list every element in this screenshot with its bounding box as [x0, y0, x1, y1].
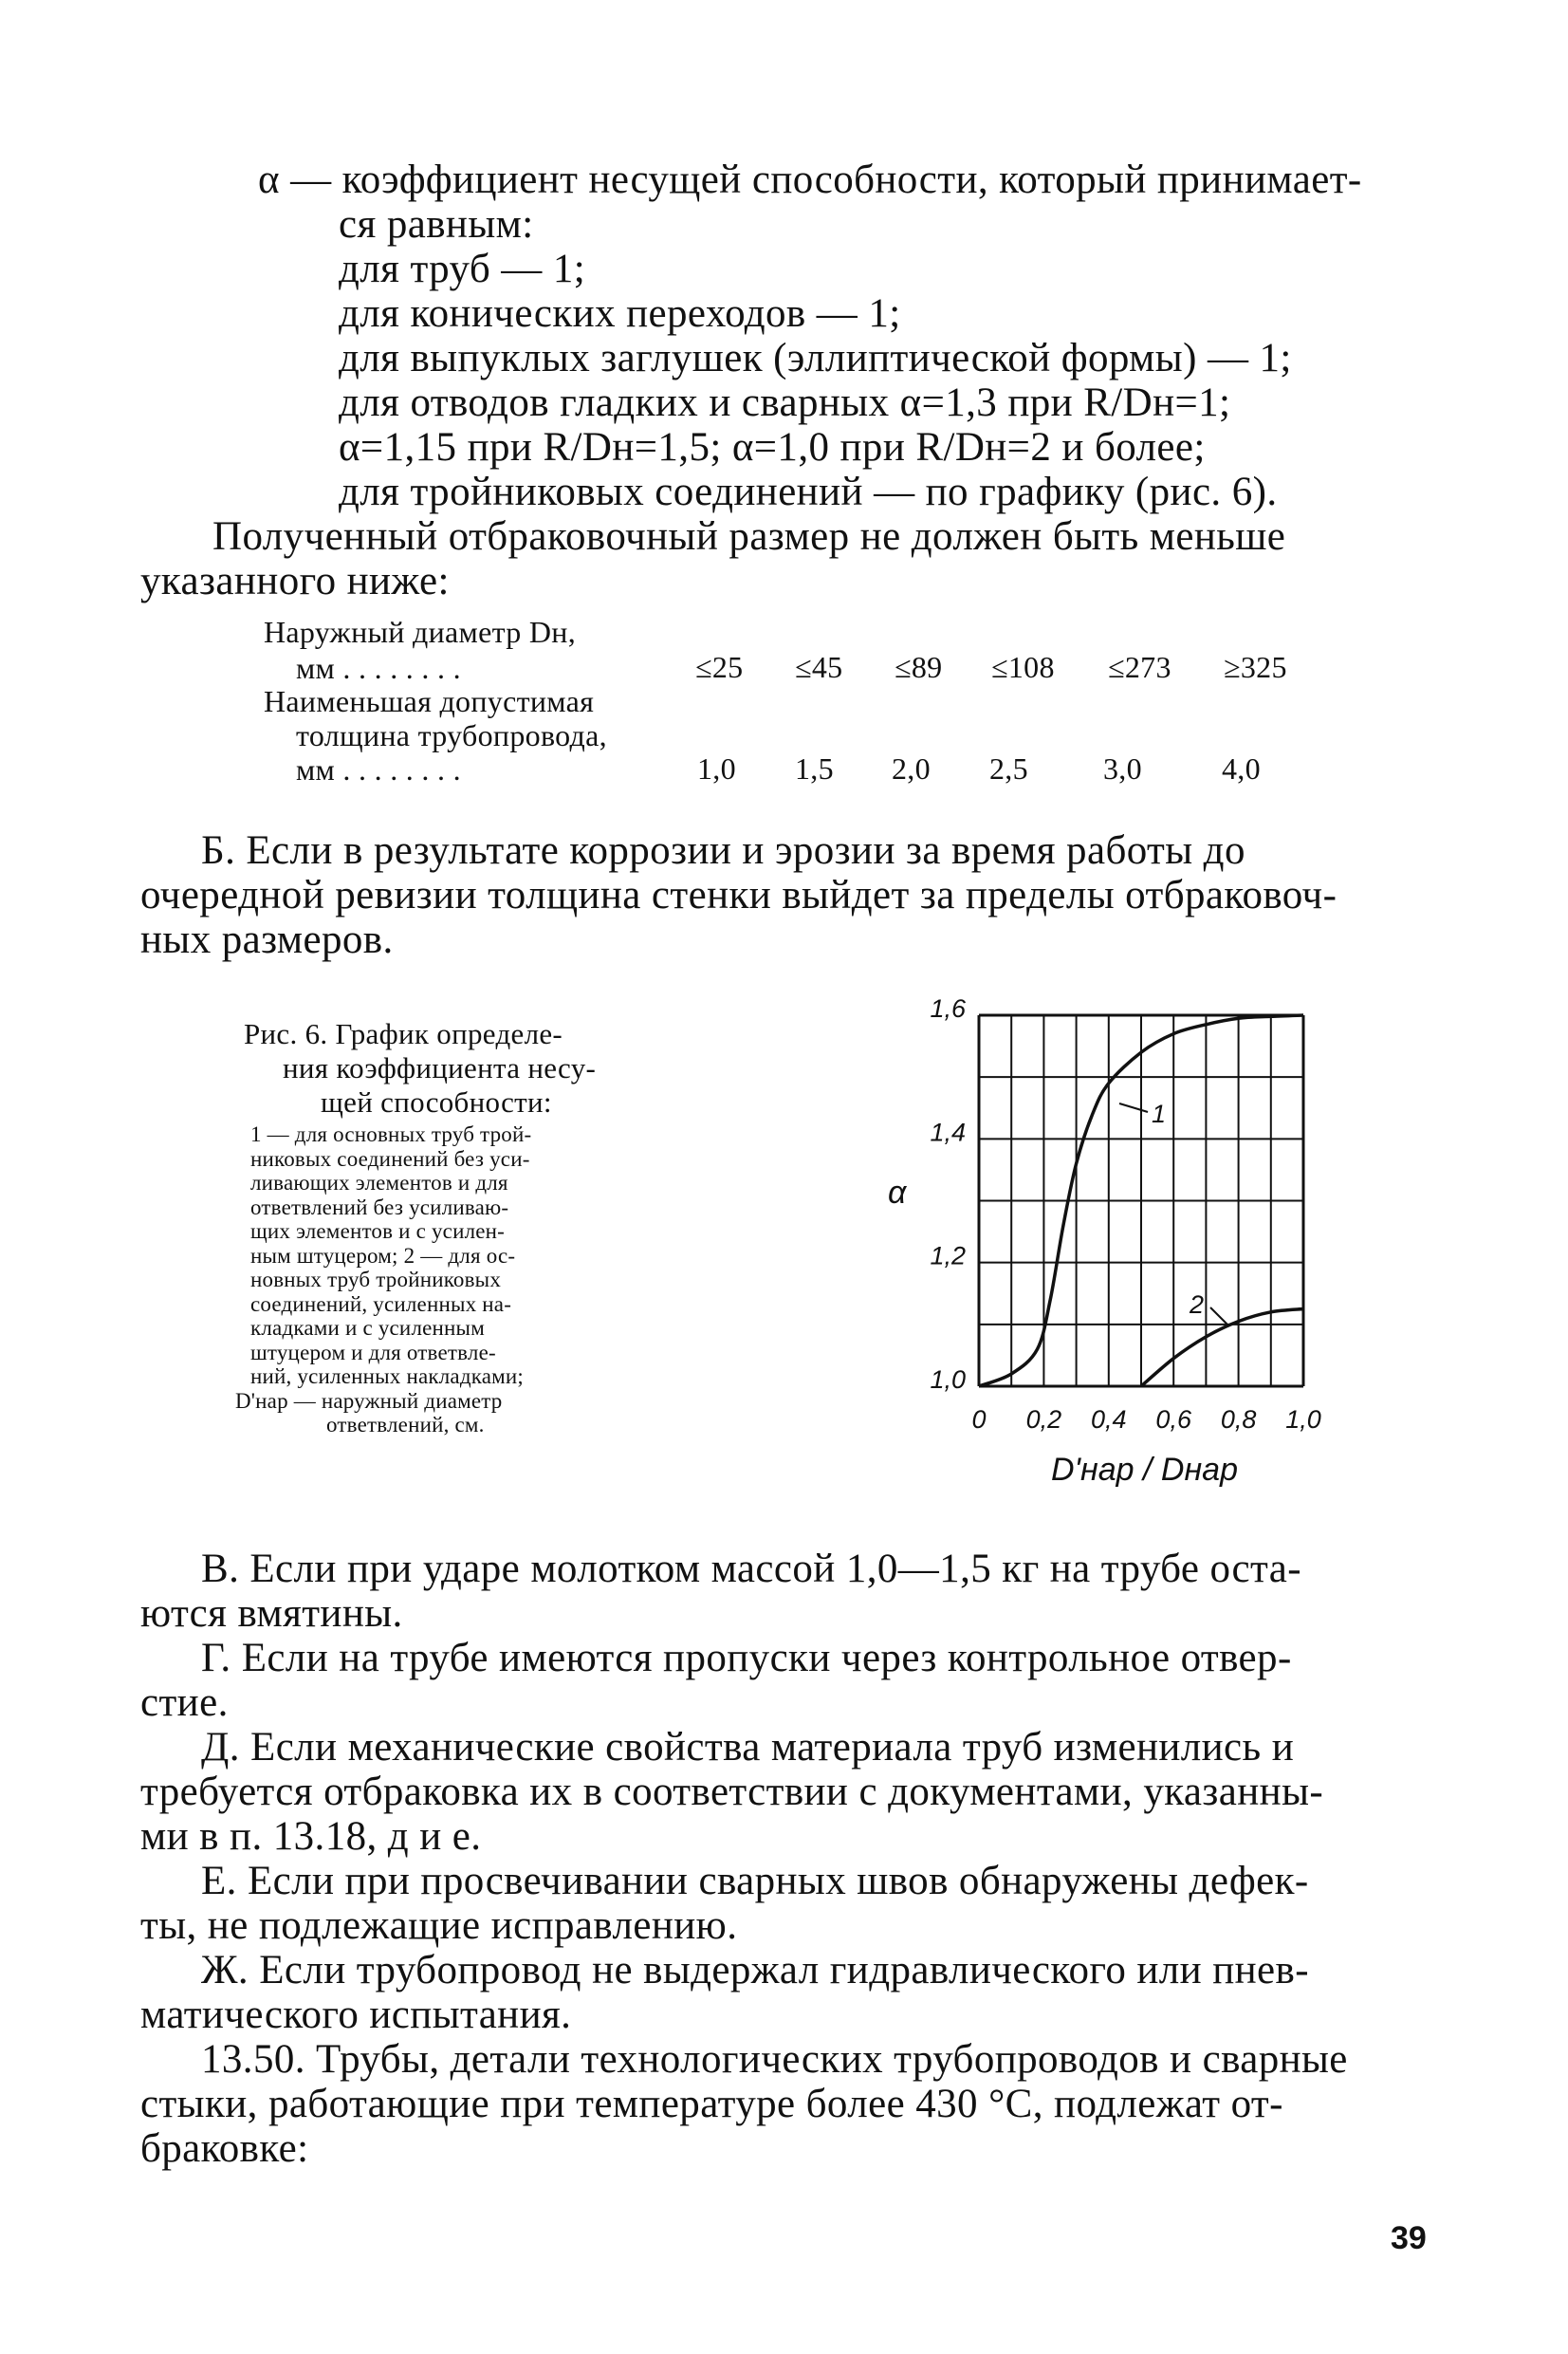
legend-line: ний, усиленных накладками;	[250, 1364, 525, 1388]
table-label: мм . . . . . . . .	[296, 752, 461, 787]
legend-line: щих элементов и с усилен-	[250, 1219, 506, 1243]
table-cell: 2,0	[892, 751, 931, 786]
table-cell: ≥325	[1224, 650, 1287, 684]
text-line: ся равным:	[339, 202, 534, 247]
text-line: Е. Если при просвечивании сварных швов обнаружены дефек-	[201, 1859, 1309, 1903]
caption-line: ния коэффициента несу-	[283, 1051, 597, 1084]
text-line: стыки, работающие при температуре более 430 °С, подлежат от-	[140, 2082, 1283, 2126]
text-line: требуется отбраковка их в соответствии с документами, указанны-	[140, 1770, 1324, 1814]
text-line: очередной ревизии толщина стенки выйдет за пределы отбраковоч-	[140, 873, 1337, 918]
text-line: матического испытания.	[140, 1993, 572, 2037]
table-cell: ≤89	[895, 650, 943, 684]
text-line: Г. Если на трубе имеются пропуски через контрольное отвер-	[201, 1636, 1292, 1680]
table-cell: ≤45	[795, 650, 843, 684]
series-label-leader	[1119, 1103, 1148, 1112]
text-line: стие.	[140, 1680, 229, 1725]
series-label: 2	[1190, 1290, 1205, 1319]
text-line: для труб — 1;	[339, 247, 586, 291]
legend-line: 1 — для основных труб трой-	[250, 1122, 532, 1146]
legend-line: штуцером и для ответвле-	[250, 1340, 496, 1364]
table-cell: 1,0	[697, 751, 736, 786]
table-label: Наименьшая допустимая	[264, 684, 595, 718]
legend-line: никовых соединений без уси-	[250, 1146, 530, 1171]
caption-line: Рис. 6. График определе-	[244, 1017, 563, 1050]
table-cell: ≤108	[991, 650, 1055, 684]
table-label: толщина трубопровода,	[296, 718, 607, 752]
y-axis-label: α	[888, 1175, 907, 1211]
text-line: для тройниковых соединений — по графику (рис. 6).	[339, 470, 1278, 514]
text-line: для выпуклых заглушек (эллиптической формы) — 1;	[339, 336, 1292, 380]
text-line: Ж. Если трубопровод не выдержал гидравлического или пнев-	[201, 1948, 1309, 1993]
x-tick-label: 1,0	[1285, 1405, 1321, 1434]
legend-line: новных труб тройниковых	[250, 1268, 502, 1291]
text-line: Д. Если механические свойства материала труб изменились и	[201, 1725, 1295, 1770]
text-line: указанного ниже:	[140, 559, 450, 603]
x-tick-label: 0	[971, 1405, 987, 1434]
x-axis-label: D'нар / Dнар	[1051, 1452, 1238, 1488]
text-line: В. Если при ударе молотком массой 1,0—1,5 кг на трубе оста-	[201, 1547, 1301, 1591]
text-line: α=1,15 при R/Dн=1,5; α=1,0 при R/Dн=2 и более;	[339, 425, 1206, 470]
y-tick-label: 1,2	[930, 1241, 966, 1270]
y-tick-label: 1,6	[930, 994, 966, 1023]
x-tick-label: 0,8	[1220, 1405, 1257, 1434]
table-cell: 3,0	[1103, 751, 1142, 786]
table-cell: ≤25	[695, 650, 744, 684]
page-number: 39	[1391, 2220, 1427, 2256]
chart-grid	[979, 1015, 1303, 1386]
caption-line: щей способности:	[321, 1085, 552, 1119]
text-line: ми в п. 13.18, д и е.	[140, 1814, 482, 1859]
legend-line: ответвлений, см.	[326, 1413, 485, 1436]
table-cell: 2,5	[989, 751, 1028, 786]
legend-line: ным штуцером; 2 — для ос-	[250, 1243, 516, 1268]
text-line: Б. Если в результате коррозии и эрозии за время работы до	[201, 828, 1245, 873]
text-line: для отводов гладких и сварных α=1,3 при R/Dн=1;	[339, 380, 1231, 425]
legend-line: кладками и с усиленным	[250, 1316, 485, 1340]
y-tick-label: 1,0	[930, 1365, 966, 1394]
table-cell: 1,5	[795, 751, 834, 786]
series-label: 1	[1152, 1100, 1167, 1128]
table-cell: ≤273	[1108, 650, 1171, 684]
text-line: ных размеров.	[140, 918, 394, 962]
text-line: ются вмятины.	[140, 1591, 403, 1636]
table-cell: 4,0	[1222, 751, 1261, 786]
x-tick-label: 0,2	[1025, 1405, 1062, 1434]
text-line: браковке:	[140, 2126, 309, 2171]
text-line: 13.50. Трубы, детали технологических трубопроводов и сварные	[201, 2037, 1348, 2082]
text-line: Полученный отбраковочный размер не должен быть меньше	[212, 514, 1286, 559]
text-line: ты, не подлежащие исправлению.	[140, 1903, 738, 1948]
series-label-leader	[1210, 1307, 1227, 1325]
table-label: Наружный диаметр Dн,	[264, 615, 576, 649]
chart-ticks	[930, 994, 1320, 1434]
legend-line: ливающих элементов и для	[250, 1171, 508, 1195]
x-tick-label: 0,6	[1155, 1405, 1191, 1434]
legend-line: D'нар — наружный диаметр	[235, 1388, 503, 1413]
table-label: мм . . . . . . . .	[296, 651, 461, 685]
text-line: для конических переходов — 1;	[339, 291, 901, 336]
legend-line: соединений, усиленных на-	[250, 1291, 512, 1316]
x-tick-label: 0,4	[1091, 1405, 1127, 1434]
legend-line: ответвлений без усиливаю-	[250, 1195, 509, 1219]
text-line: α — коэффициент несущей способности, который принимает-	[258, 158, 1362, 202]
y-tick-label: 1,4	[930, 1118, 966, 1147]
